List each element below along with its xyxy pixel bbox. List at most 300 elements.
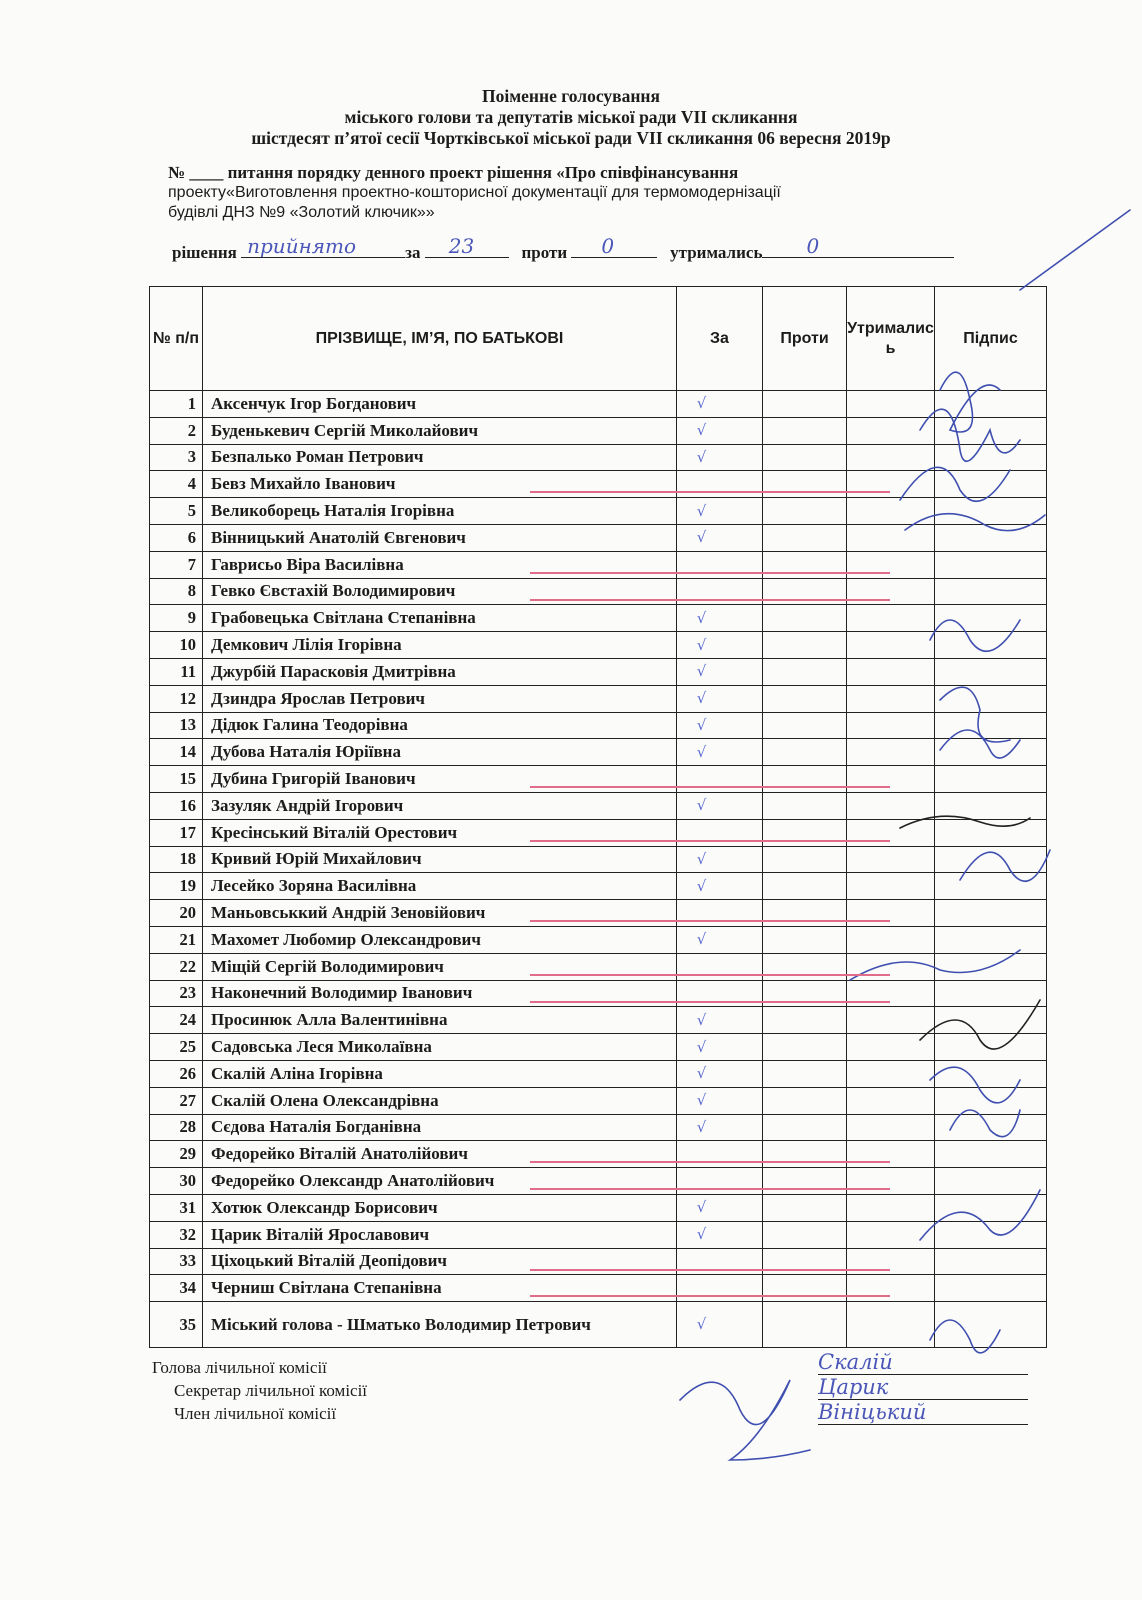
for-label: за [405,243,421,262]
table-row [150,1194,1047,1221]
signature-cell [935,1060,1047,1087]
vote-for-cell [677,1168,763,1195]
signature-cell [935,524,1047,551]
abstain-label: утримались [670,243,763,262]
table-row [150,417,1047,444]
vote-check-mark: √ [696,1225,707,1244]
vote-against-cell [763,417,847,444]
table-row [150,926,1047,953]
table-row [150,792,1047,819]
abstain-count-field [762,234,954,258]
vote-against-cell [763,792,847,819]
row-number: 14 [150,739,203,766]
signature-cell [935,819,1047,846]
topic-number: № ____ [168,163,224,182]
counting-commission [152,1356,367,1425]
vote-abstain-cell [847,685,935,712]
vote-for-cell [677,980,763,1007]
vote-check-mark: √ [696,608,707,627]
vote-check-mark: √ [696,849,707,868]
vote-against-cell [763,391,847,418]
header-name: ПРІЗВИЩЕ, ІМ’Я, ПО БАТЬКОВІ [203,287,677,391]
vote-abstain-cell [847,1141,935,1168]
commission-secretary: Секретар лічильної комісії [174,1381,368,1400]
row-number: 34 [150,1275,203,1302]
vote-check-mark: √ [696,662,707,681]
deputy-name: Ціхоцький Віталій Деопідович [203,1248,677,1275]
table-row [150,1302,1047,1348]
header-against: Проти [763,287,847,391]
deputy-name: Дідюк Галина Теодорівна [203,712,677,739]
deputy-name: Царик Віталій Ярославович [203,1221,677,1248]
vote-against-cell [763,1302,847,1348]
vote-check-mark: √ [696,1315,707,1334]
vote-abstain-cell [847,819,935,846]
row-number: 22 [150,953,203,980]
deputy-name: Міський голова - Шматько Володимир Петрович [203,1302,677,1348]
vote-check-mark: √ [696,796,707,815]
vote-against-cell [763,1114,847,1141]
vote-for-cell [677,739,763,766]
absent-strike-line [530,1161,890,1163]
table-row [150,900,1047,927]
vote-against-cell [763,1194,847,1221]
vote-abstain-cell [847,471,935,498]
vote-abstain-cell [847,1194,935,1221]
vote-against-cell [763,632,847,659]
row-number: 6 [150,524,203,551]
row-number: 31 [150,1194,203,1221]
vote-for-cell [677,471,763,498]
vote-abstain-cell [847,1034,935,1061]
topic-line1: питання порядку денного проект рішення «Про співфінансування [227,163,739,182]
deputy-name: Грабовецька Світлана Степанівна [203,605,677,632]
table-row [150,819,1047,846]
vote-for-cell [677,1114,763,1141]
signature-cell [935,766,1047,793]
table-row [150,1087,1047,1114]
absent-strike-line [530,1295,890,1297]
absent-strike-line [530,1001,890,1003]
row-number: 13 [150,712,203,739]
signature-cell [935,1007,1047,1034]
signature-cell [935,417,1047,444]
row-number: 5 [150,498,203,525]
deputy-name: Гаврисьо Віра Василівна [203,551,677,578]
chair-name: Скалій [818,1350,1028,1375]
table-row [150,1060,1047,1087]
vote-for-cell [677,1141,763,1168]
vote-abstain-cell [847,391,935,418]
vote-for-cell [677,1007,763,1034]
vote-check-mark: √ [696,689,707,708]
vote-for-cell [677,1248,763,1275]
table-row [150,444,1047,471]
deputy-name: Аксенчук Ігор Богданович [203,391,677,418]
agenda-topic [168,163,1048,223]
vote-against-cell [763,551,847,578]
vote-abstain-cell [847,1087,935,1114]
vote-check-mark: √ [696,876,707,895]
vote-against-cell [763,1168,847,1195]
table-row [150,658,1047,685]
deputy-name: Безпалько Роман Петрович [203,444,677,471]
row-number: 15 [150,766,203,793]
deputy-name: Махомет Любомир Олександрович [203,926,677,953]
vote-abstain-cell [847,1060,935,1087]
vote-for-cell [677,685,763,712]
vote-check-mark: √ [696,1198,707,1217]
vote-against-cell [763,739,847,766]
vote-against-cell [763,926,847,953]
table-row [150,739,1047,766]
document-header [0,86,1142,149]
absent-strike-line [530,974,890,976]
vote-check-mark: √ [696,1064,707,1083]
vote-for-cell [677,524,763,551]
vote-check-mark: √ [696,742,707,761]
vote-abstain-cell [847,498,935,525]
vote-for-cell [677,578,763,605]
signature-cell [935,926,1047,953]
deputy-name: Гевко Євстахій Володимирович [203,578,677,605]
deputy-name: Скалій Олена Олександрівна [203,1087,677,1114]
vote-against-cell [763,819,847,846]
header-signature: Підпис [935,287,1047,391]
signature-cell [935,658,1047,685]
vote-for-cell [677,417,763,444]
deputy-name: Маньовськкий Андрій Зеновійович [203,900,677,927]
vote-against-cell [763,444,847,471]
vote-abstain-cell [847,417,935,444]
table-row [150,873,1047,900]
table-row [150,953,1047,980]
deputy-name: Демкович Лілія Ігорівна [203,632,677,659]
table-row [150,1248,1047,1275]
deputy-name: Кривий Юрій Михайлович [203,846,677,873]
vote-for-cell [677,1060,763,1087]
vote-against-cell [763,1275,847,1302]
vote-for-cell [677,551,763,578]
row-number: 17 [150,819,203,846]
signature-cell [935,1194,1047,1221]
row-number: 3 [150,444,203,471]
signature-cell [935,391,1047,418]
vote-for-cell [677,1302,763,1348]
table-row [150,685,1047,712]
vote-for-cell [677,792,763,819]
deputy-name: Джурбій Парасковія Дмитрівна [203,658,677,685]
header-abstain: Утрималис ь [847,287,935,391]
topic-line3: будівлі ДНЗ №9 «Золотий ключик»» [168,204,435,221]
deputy-name: Бевз Михайло Іванович [203,471,677,498]
signature-cell [935,739,1047,766]
vote-for-cell [677,1194,763,1221]
commission-member: Член лічильної комісії [174,1404,337,1423]
vote-abstain-cell [847,658,935,685]
deputy-name: Сєдова Наталія Богданівна [203,1114,677,1141]
signature-cell [935,900,1047,927]
row-number: 33 [150,1248,203,1275]
row-number: 4 [150,471,203,498]
for-count: 23 [448,234,475,258]
table-row [150,391,1047,418]
vote-abstain-cell [847,551,935,578]
deputy-name: Просинюк Алла Валентинівна [203,1007,677,1034]
vote-abstain-cell [847,926,935,953]
row-number: 28 [150,1114,203,1141]
deputy-name: Дубина Григорій Іванович [203,766,677,793]
vote-against-cell [763,1034,847,1061]
signature-cell [935,712,1047,739]
vote-against-cell [763,980,847,1007]
against-count: 0 [601,234,615,258]
vote-for-cell [677,391,763,418]
table-row [150,1034,1047,1061]
vote-against-cell [763,1087,847,1114]
row-number: 12 [150,685,203,712]
row-number: 9 [150,605,203,632]
deputy-name: Міщій Сергій Володимирович [203,953,677,980]
signature-cell [935,846,1047,873]
vote-against-cell [763,524,847,551]
table-row [150,1114,1047,1141]
vote-against-cell [763,685,847,712]
vote-abstain-cell [847,712,935,739]
vote-against-cell [763,1007,847,1034]
vote-for-cell [677,1221,763,1248]
row-number: 19 [150,873,203,900]
vote-against-cell [763,1248,847,1275]
row-number: 18 [150,846,203,873]
vote-abstain-cell [847,846,935,873]
vote-for-cell [677,846,763,873]
deputy-name: Вінницький Анатолій Євгенович [203,524,677,551]
signature-cell [935,1221,1047,1248]
table-row [150,1168,1047,1195]
deputy-name: Федорейко Олександр Анатолійович [203,1168,677,1195]
absent-strike-line [530,786,890,788]
topic-line2: проекту«Виготовлення проектно-кошторисної документації для термомодернізації [168,184,781,201]
vote-against-cell [763,605,847,632]
table-row [150,712,1047,739]
for-count-field [425,234,509,258]
vote-abstain-cell [847,444,935,471]
vote-against-cell [763,1141,847,1168]
row-number: 29 [150,1141,203,1168]
header-title: Поіменне голосування [482,86,660,106]
row-number: 30 [150,1168,203,1195]
decision-value-field [241,234,405,258]
row-number: 27 [150,1087,203,1114]
signature-cell [935,578,1047,605]
table-row [150,1007,1047,1034]
vote-for-cell [677,632,763,659]
deputy-name: Дзиндра Ярослав Петрович [203,685,677,712]
deputy-name: Лесейко Зоряна Василівна [203,873,677,900]
table-row [150,980,1047,1007]
vote-check-mark: √ [696,447,707,466]
table-row [150,471,1047,498]
vote-abstain-cell [847,1275,935,1302]
vote-abstain-cell [847,1221,935,1248]
vote-against-cell [763,498,847,525]
vote-check-mark: √ [696,1010,707,1029]
vote-abstain-cell [847,632,935,659]
vote-check-mark: √ [696,1117,707,1136]
deputy-name: Великоборець Наталія Ігорівна [203,498,677,525]
vote-against-cell [763,873,847,900]
vote-for-cell [677,1275,763,1302]
vote-for-cell [677,712,763,739]
deputy-name: Садовська Леся Миколаївна [203,1034,677,1061]
signature-cell [935,1248,1047,1275]
vote-for-cell [677,444,763,471]
header-session: шістдесят п’ятої сесії Чортківської міської ради VII скликання 06 вересня 2019р [251,128,891,148]
vote-for-cell [677,1087,763,1114]
signature-cell [935,551,1047,578]
table-row [150,605,1047,632]
table-row [150,524,1047,551]
against-count-field [571,234,657,258]
vote-against-cell [763,712,847,739]
row-number: 11 [150,658,203,685]
row-number: 24 [150,1007,203,1034]
vote-for-cell [677,605,763,632]
row-number: 21 [150,926,203,953]
vote-abstain-cell [847,524,935,551]
signature-cell [935,444,1047,471]
vote-check-mark: √ [696,930,707,949]
deputy-name: Федорейко Віталій Анатолійович [203,1141,677,1168]
deputy-name: Наконечний Володимир Іванович [203,980,677,1007]
vote-abstain-cell [847,900,935,927]
absent-strike-line [530,572,890,574]
vote-check-mark: √ [696,394,707,413]
vote-check-mark: √ [696,501,707,520]
signature-cell [935,953,1047,980]
secretary-name: Царик [818,1375,1028,1400]
vote-against-cell [763,1060,847,1087]
vote-against-cell [763,658,847,685]
table-row [150,1141,1047,1168]
deputy-name: Дубова Наталія Юріївна [203,739,677,766]
vote-for-cell [677,953,763,980]
table-row [150,551,1047,578]
deputy-name: Зазуляк Андрій Ігорович [203,792,677,819]
signature-cell [935,1275,1047,1302]
absent-strike-line [530,1269,890,1271]
vote-for-cell [677,658,763,685]
header-for: За [677,287,763,391]
row-number: 10 [150,632,203,659]
decision-label: рішення [172,243,237,262]
row-number: 26 [150,1060,203,1087]
row-number: 32 [150,1221,203,1248]
vote-abstain-cell [847,766,935,793]
deputy-name: Хотюк Олександр Борисович [203,1194,677,1221]
vote-abstain-cell [847,1114,935,1141]
signature-cell [935,498,1047,525]
signature-scrawl [680,1380,810,1460]
absent-strike-line [530,491,890,493]
vote-abstain-cell [847,605,935,632]
table-row [150,846,1047,873]
vote-against-cell [763,846,847,873]
vote-against-cell [763,471,847,498]
vote-for-cell [677,498,763,525]
row-number: 23 [150,980,203,1007]
signature-cell [935,1114,1047,1141]
vote-abstain-cell [847,792,935,819]
vote-check-mark: √ [696,635,707,654]
vote-for-cell [677,873,763,900]
deputy-name: Черниш Світлана Степанівна [203,1275,677,1302]
vote-against-cell [763,578,847,605]
absent-strike-line [530,1188,890,1190]
signature-cell [935,1168,1047,1195]
signature-cell [935,792,1047,819]
signature-cell [935,1087,1047,1114]
row-number: 1 [150,391,203,418]
row-number: 35 [150,1302,203,1348]
against-label: проти [521,243,568,262]
row-number: 16 [150,792,203,819]
member-name: Вініцький [818,1400,1028,1425]
vote-for-cell [677,766,763,793]
deputy-name: Скалій Аліна Ігорівна [203,1060,677,1087]
absent-strike-line [530,920,890,922]
vote-check-mark: √ [696,1037,707,1056]
row-number: 2 [150,417,203,444]
absent-strike-line [530,599,890,601]
signature-cell [935,685,1047,712]
row-number: 20 [150,900,203,927]
vote-for-cell [677,926,763,953]
vote-against-cell [763,766,847,793]
signature-cell [935,1141,1047,1168]
vote-check-mark: √ [696,1091,707,1110]
signature-cell [935,1302,1047,1348]
decision-value: прийнято [247,234,356,258]
vote-against-cell [763,900,847,927]
row-number: 8 [150,578,203,605]
vote-check-mark: √ [696,528,707,547]
deputy-name: Буденькевич Сергій Миколайович [203,417,677,444]
decision-line [172,234,1072,263]
row-number: 7 [150,551,203,578]
vote-abstain-cell [847,1007,935,1034]
vote-for-cell [677,1034,763,1061]
vote-abstain-cell [847,739,935,766]
absent-strike-line [530,840,890,842]
vote-against-cell [763,1221,847,1248]
vote-abstain-cell [847,953,935,980]
header-num: № п/п [150,287,203,391]
vote-abstain-cell [847,980,935,1007]
signature-cell [935,605,1047,632]
vote-for-cell [677,819,763,846]
vote-against-cell [763,953,847,980]
vote-check-mark: √ [696,715,707,734]
deputy-name: Кресінський Віталій Орестович [203,819,677,846]
vote-abstain-cell [847,1168,935,1195]
table-row [150,498,1047,525]
signature-cell [935,980,1047,1007]
vote-abstain-cell [847,578,935,605]
row-number: 25 [150,1034,203,1061]
signature-cell [935,471,1047,498]
